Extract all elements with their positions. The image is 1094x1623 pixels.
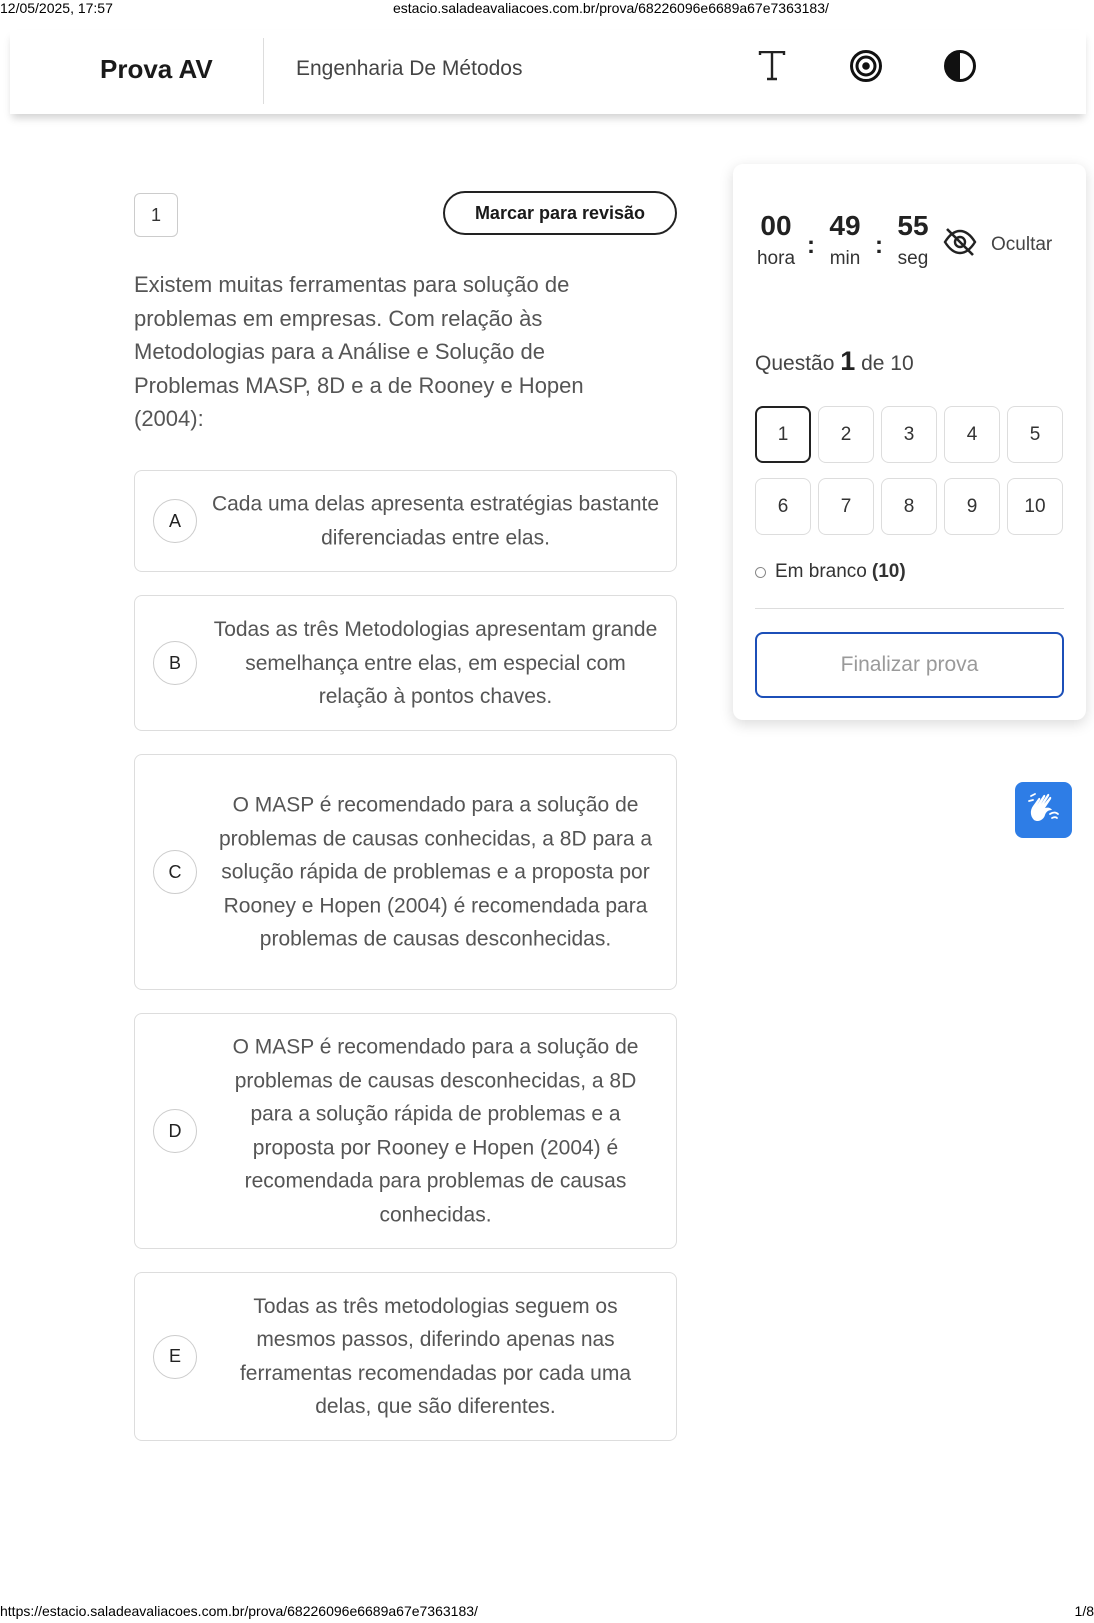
option-letter: D bbox=[153, 1109, 197, 1153]
question-number: 1 bbox=[134, 193, 178, 237]
timer-seconds bbox=[893, 210, 933, 270]
option-d[interactable] bbox=[134, 1013, 677, 1249]
hide-timer-button[interactable] bbox=[943, 227, 1052, 262]
question-nav-8[interactable]: 8 bbox=[881, 478, 937, 535]
counter-current: 1 bbox=[840, 346, 856, 376]
question-nav-2[interactable]: 2 bbox=[818, 406, 874, 463]
question-nav-10[interactable]: 10 bbox=[1007, 478, 1063, 535]
option-e[interactable] bbox=[134, 1272, 677, 1441]
option-b[interactable] bbox=[134, 595, 677, 731]
question-counter bbox=[755, 346, 914, 377]
blank-dot-icon bbox=[755, 567, 766, 578]
question-nav-9[interactable]: 9 bbox=[944, 478, 1000, 535]
option-text: Todas as três Metodologias apresentam grande semelhança entre elas, em especial com relação à pontos chaves. bbox=[213, 617, 658, 708]
blank-label: Em branco bbox=[775, 561, 867, 582]
option-text: O MASP é recomendado para a solução de problemas de causas desconhecidas, a 8D para a solução rápida de problemas e a proposta por Rooney e Hopen (2004) é recomendada para problemas de causas conhecidas. bbox=[232, 1035, 639, 1226]
finish-exam-button[interactable]: Finalizar prova bbox=[755, 632, 1064, 698]
brand-title: Prova AV bbox=[100, 54, 213, 84]
option-letter: A bbox=[153, 499, 197, 543]
option-text: Cada uma delas apresenta estratégias bastante diferenciadas entre elas. bbox=[211, 492, 660, 549]
timer-separator: : bbox=[807, 232, 815, 259]
exam-panel bbox=[733, 164, 1086, 720]
question-nav-3[interactable]: 3 bbox=[881, 406, 937, 463]
question-nav-5[interactable]: 5 bbox=[1007, 406, 1063, 463]
print-header-url: estacio.saladeavaliacoes.com.br/prova/68226096e6689a67e7363183/ bbox=[393, 0, 829, 16]
timer-separator: : bbox=[875, 232, 883, 259]
blank-count: (10) bbox=[871, 561, 906, 582]
hide-timer-label: Ocultar bbox=[991, 233, 1053, 255]
option-c[interactable] bbox=[134, 754, 677, 990]
timer-minutes-value: 49 bbox=[829, 210, 861, 241]
option-letter: B bbox=[153, 641, 197, 685]
font-size-icon[interactable] bbox=[752, 46, 792, 86]
print-header bbox=[0, 0, 1094, 16]
option-letter: C bbox=[153, 850, 197, 894]
timer-seconds-value: 55 bbox=[897, 210, 929, 241]
print-footer-url: https://estacio.saladeavaliacoes.com.br/prova/68226096e6689a67e7363183/ bbox=[0, 1603, 478, 1619]
course-title: Engenharia De Métodos bbox=[296, 57, 523, 80]
option-letter: E bbox=[153, 1335, 197, 1379]
mark-review-button[interactable]: Marcar para revisão bbox=[443, 191, 677, 235]
question-text: Existem muitas ferramentas para solução de problemas em empresas. Com relação às Metodologias para a Análise e Solução de Problemas MASP, 8D e a de Rooney e Hopen (2004): bbox=[134, 272, 584, 431]
timer-hours-label: hora bbox=[756, 248, 796, 269]
question-nav-1[interactable]: 1 bbox=[755, 406, 811, 463]
question-nav-4[interactable]: 4 bbox=[944, 406, 1000, 463]
timer-hours-value: 00 bbox=[760, 210, 792, 241]
question-nav-7[interactable]: 7 bbox=[818, 478, 874, 535]
panel-divider bbox=[755, 608, 1064, 609]
sign-language-icon bbox=[1026, 790, 1062, 831]
print-date: 12/05/2025, 17:57 bbox=[0, 0, 113, 16]
question-nav-6[interactable]: 6 bbox=[755, 478, 811, 535]
blank-status bbox=[755, 561, 906, 583]
timer-seconds-label: seg bbox=[897, 248, 929, 269]
header-divider bbox=[263, 38, 264, 104]
counter-suffix: de 10 bbox=[861, 352, 914, 375]
timer-minutes bbox=[825, 210, 865, 270]
option-text: Todas as três metodologias seguem os mesmos passos, diferindo apenas nas ferramentas recomendadas por cada uma delas, que são diferentes. bbox=[239, 1294, 632, 1418]
timer-minutes-label: min bbox=[829, 248, 861, 269]
timer-hours bbox=[755, 210, 797, 270]
sign-language-button[interactable] bbox=[1015, 782, 1072, 838]
option-text: O MASP é recomendado para a solução de problemas de causas conhecidas, a 8D para a solução rápida de problemas e a proposta por Rooney e Hopen (2004) é recomendada para problemas de causas desconhecidas. bbox=[218, 793, 653, 951]
contrast-icon[interactable] bbox=[940, 46, 980, 86]
top-bar bbox=[10, 30, 1086, 114]
eye-off-icon bbox=[943, 227, 977, 262]
option-a[interactable] bbox=[134, 470, 677, 572]
print-page-number: 1/8 bbox=[1074, 1603, 1094, 1619]
target-icon[interactable] bbox=[846, 46, 886, 86]
counter-prefix: Questão bbox=[755, 352, 835, 375]
